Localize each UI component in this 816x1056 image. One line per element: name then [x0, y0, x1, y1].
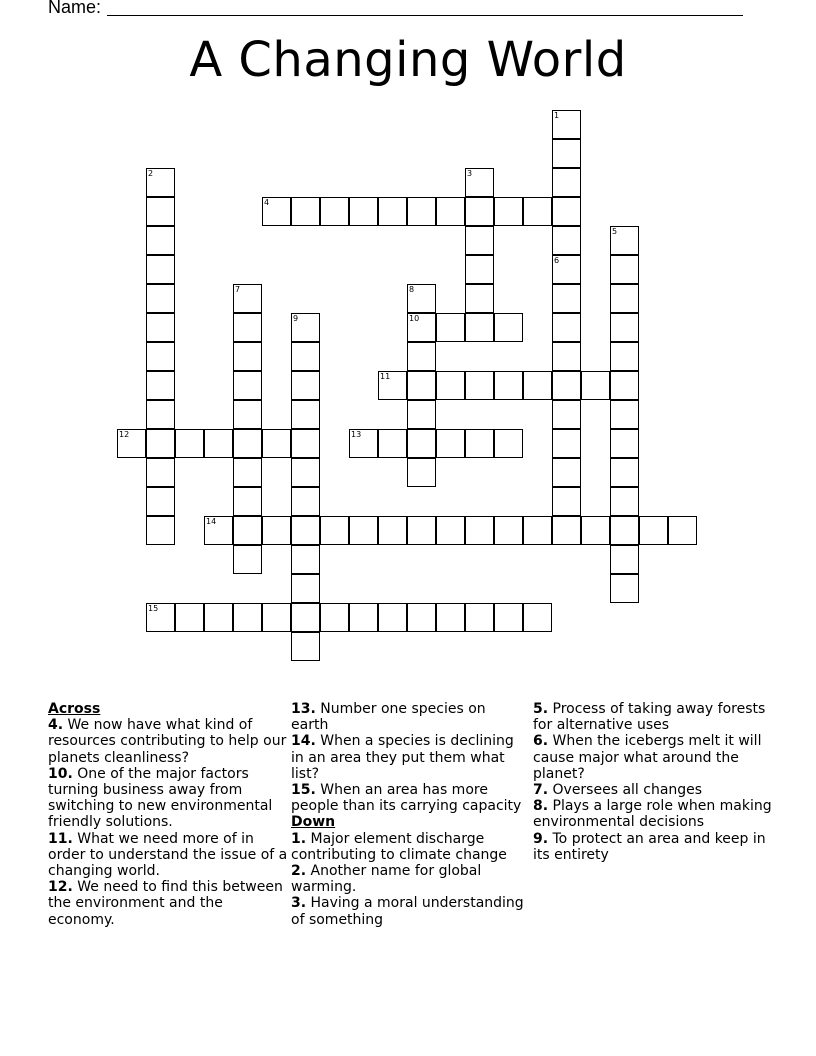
grid-cell[interactable] [552, 429, 581, 458]
grid-cell[interactable] [262, 429, 291, 458]
grid-cell[interactable] [291, 487, 320, 516]
grid-cell[interactable] [233, 545, 262, 574]
grid-cell[interactable] [639, 516, 668, 545]
grid-cell[interactable] [233, 487, 262, 516]
clue-number: 4. [48, 717, 64, 734]
grid-cell[interactable] [552, 313, 581, 342]
grid-cell[interactable] [465, 197, 494, 226]
clue-column-1 [48, 701, 288, 928]
clue-text: Having a moral understanding of something [291, 895, 524, 928]
clue-text: To protect an area and keep in its entirety [533, 830, 766, 863]
grid-cell[interactable] [378, 197, 407, 226]
grid-cell[interactable] [552, 400, 581, 429]
down-clue [533, 798, 773, 830]
grid-cell[interactable] [465, 255, 494, 284]
clue-number: 11. [48, 830, 73, 847]
clue-number: 6 [554, 256, 560, 265]
clue-number: 2 [148, 169, 154, 178]
grid-cell[interactable] [146, 255, 175, 284]
grid-cell[interactable] [552, 255, 581, 284]
grid-cell[interactable] [349, 603, 378, 632]
grid-cell[interactable] [610, 284, 639, 313]
grid-cell[interactable] [146, 400, 175, 429]
clue-text: Oversees all changes [548, 782, 703, 799]
grid-cell[interactable] [552, 197, 581, 226]
grid-cell[interactable] [349, 197, 378, 226]
grid-cell[interactable] [610, 400, 639, 429]
down-clue [291, 831, 526, 863]
grid-cell[interactable] [407, 400, 436, 429]
grid-cell[interactable] [146, 371, 175, 400]
grid-cell[interactable] [204, 603, 233, 632]
clue-number: 1 [554, 111, 560, 120]
clue-number: 13 [351, 430, 362, 439]
grid-cell[interactable] [291, 197, 320, 226]
grid-cell[interactable] [494, 313, 523, 342]
grid-cell[interactable] [233, 313, 262, 342]
grid-cell[interactable] [378, 516, 407, 545]
clue-text: When a species is declining in an area they put them what list? [291, 733, 514, 782]
grid-cell[interactable] [175, 603, 204, 632]
grid-cell[interactable] [610, 226, 639, 255]
grid-cell[interactable] [523, 516, 552, 545]
clue-text: What we need more of in order to understand the issue of a changing world. [48, 830, 288, 880]
down-clue [533, 831, 773, 863]
clue-number: 4 [264, 198, 270, 207]
grid-cell[interactable] [291, 458, 320, 487]
clue-number: 7. [533, 782, 549, 799]
clue-text: When an area has more people than its carrying capacity [291, 782, 522, 815]
clue-text: Major element discharge contributing to climate change [291, 830, 507, 863]
across-clue [48, 766, 288, 831]
grid-cell[interactable] [320, 197, 349, 226]
clue-number: 1. [291, 830, 307, 847]
grid-cell[interactable] [204, 429, 233, 458]
clue-number: 9 [293, 314, 299, 323]
clue-number: 3 [467, 169, 473, 178]
grid-cell[interactable] [552, 458, 581, 487]
grid-cell[interactable] [610, 487, 639, 516]
grid-cell[interactable] [610, 458, 639, 487]
clue-number: 3. [291, 895, 307, 912]
clue-number: 12. [48, 879, 73, 896]
grid-cell[interactable] [465, 371, 494, 400]
grid-cell[interactable] [407, 371, 436, 400]
grid-cell[interactable] [436, 429, 465, 458]
clue-number: 2. [291, 863, 307, 880]
clue-text: Another name for global warming. [291, 863, 482, 896]
grid-cell[interactable] [494, 429, 523, 458]
grid-cell[interactable] [378, 603, 407, 632]
grid-cell[interactable] [320, 603, 349, 632]
across-heading: Across [48, 701, 101, 717]
grid-cell[interactable] [552, 487, 581, 516]
grid-cell[interactable] [465, 429, 494, 458]
clue-text: Process of taking away forests for alternative uses [533, 701, 766, 734]
clue-number: 14. [291, 733, 316, 750]
grid-cell[interactable] [610, 313, 639, 342]
grid-cell[interactable] [378, 371, 407, 400]
grid-cell[interactable] [233, 371, 262, 400]
grid-cell[interactable] [407, 516, 436, 545]
grid-cell[interactable] [349, 516, 378, 545]
down-clue [291, 863, 526, 895]
grid-cell[interactable] [465, 226, 494, 255]
clue-text: One of the major factors turning business away from switching to new environmental friendly solutions. [48, 765, 273, 831]
clue-number: 14 [206, 517, 217, 526]
clue-text: We need to find this between the environment and the economy. [48, 879, 283, 928]
grid-cell[interactable] [552, 371, 581, 400]
grid-cell[interactable] [523, 371, 552, 400]
grid-cell[interactable] [436, 603, 465, 632]
clue-text: We now have what kind of resources contributing to help our planets cleanliness? [48, 717, 287, 766]
grid-cell[interactable] [494, 197, 523, 226]
grid-cell[interactable] [610, 545, 639, 574]
grid-cell[interactable] [581, 371, 610, 400]
grid-cell[interactable] [349, 429, 378, 458]
down-clue [533, 782, 773, 798]
grid-cell[interactable] [146, 603, 175, 632]
clue-number: 13. [291, 701, 316, 717]
grid-cell[interactable] [581, 516, 610, 545]
grid-cell[interactable] [233, 458, 262, 487]
grid-cell[interactable] [378, 429, 407, 458]
grid-cell[interactable] [465, 313, 494, 342]
clue-number: 8. [533, 798, 549, 815]
grid-cell[interactable] [552, 226, 581, 255]
grid-cell[interactable] [465, 516, 494, 545]
clue-column-3 [533, 701, 773, 863]
grid-cell[interactable] [291, 400, 320, 429]
clue-text: When the icebergs melt it will cause major what around the planet? [533, 733, 762, 782]
grid-cell[interactable] [407, 342, 436, 371]
clue-number: 5 [612, 227, 618, 236]
grid-cell[interactable] [552, 516, 581, 545]
grid-cell[interactable] [494, 603, 523, 632]
grid-cell[interactable] [146, 197, 175, 226]
grid-cell[interactable] [494, 516, 523, 545]
grid-cell[interactable] [610, 255, 639, 284]
grid-cell[interactable] [146, 458, 175, 487]
grid-cell[interactable] [552, 284, 581, 313]
grid-cell[interactable] [494, 371, 523, 400]
grid-cell[interactable] [175, 429, 204, 458]
grid-cell[interactable] [436, 313, 465, 342]
grid-cell[interactable] [117, 429, 146, 458]
grid-cell[interactable] [465, 284, 494, 313]
clue-number: 9. [533, 830, 549, 847]
grid-cell[interactable] [146, 487, 175, 516]
across-clue [48, 717, 288, 766]
grid-cell[interactable] [465, 168, 494, 197]
grid-cell[interactable] [233, 603, 262, 632]
grid-cell[interactable] [291, 342, 320, 371]
grid-cell[interactable] [291, 516, 320, 545]
grid-cell[interactable] [407, 284, 436, 313]
across-clue [291, 733, 526, 782]
grid-cell[interactable] [146, 226, 175, 255]
grid-cell[interactable] [523, 603, 552, 632]
grid-cell[interactable] [233, 429, 262, 458]
grid-cell[interactable] [233, 400, 262, 429]
grid-cell[interactable] [668, 516, 697, 545]
name-label: Name: [48, 0, 102, 17]
clue-number: 15 [148, 604, 159, 613]
grid-cell[interactable] [610, 516, 639, 545]
across-clue [48, 879, 288, 928]
grid-cell[interactable] [233, 516, 262, 545]
clue-text: Plays a large role when making environmental decisions [533, 798, 772, 831]
grid-cell[interactable] [146, 516, 175, 545]
grid-cell[interactable] [610, 371, 639, 400]
grid-cell[interactable] [291, 603, 320, 632]
down-clue [533, 701, 773, 733]
grid-cell[interactable] [146, 284, 175, 313]
down-clue [533, 733, 773, 782]
grid-cell[interactable] [291, 313, 320, 342]
grid-cell[interactable] [262, 516, 291, 545]
clue-column-2 [291, 701, 526, 928]
grid-cell[interactable] [523, 197, 552, 226]
down-heading: Down [291, 814, 336, 831]
across-clue [48, 831, 288, 880]
grid-cell[interactable] [233, 284, 262, 313]
clue-text: Number one species on earth [291, 701, 486, 734]
clue-number: 5. [533, 701, 549, 717]
grid-cell[interactable] [465, 603, 494, 632]
clue-number: 10. [48, 765, 73, 782]
grid-cell[interactable] [291, 545, 320, 574]
grid-cell[interactable] [436, 516, 465, 545]
grid-cell[interactable] [436, 371, 465, 400]
grid-cell[interactable] [146, 342, 175, 371]
grid-cell[interactable] [407, 313, 436, 342]
grid-cell[interactable] [610, 342, 639, 371]
grid-cell[interactable] [291, 429, 320, 458]
clue-number: 15. [291, 782, 316, 799]
grid-cell[interactable] [436, 197, 465, 226]
grid-cell[interactable] [262, 197, 291, 226]
page-title: A Changing World [189, 32, 627, 88]
grid-cell[interactable] [407, 603, 436, 632]
grid-cell[interactable] [291, 574, 320, 603]
grid-cell[interactable] [320, 516, 349, 545]
clue-number: 12 [119, 430, 130, 439]
clue-number: 11 [380, 372, 391, 381]
grid-cell[interactable] [291, 632, 320, 661]
grid-cell[interactable] [407, 429, 436, 458]
grid-cell[interactable] [146, 313, 175, 342]
grid-cell[interactable] [407, 197, 436, 226]
grid-cell[interactable] [552, 139, 581, 168]
clue-number: 6. [533, 733, 549, 750]
clue-number: 10 [409, 314, 420, 323]
grid-cell[interactable] [204, 516, 233, 545]
across-clue [291, 782, 526, 814]
grid-cell[interactable] [552, 342, 581, 371]
grid-cell[interactable] [233, 342, 262, 371]
clue-number: 7 [235, 285, 241, 294]
grid-cell[interactable] [291, 371, 320, 400]
grid-cell[interactable] [552, 168, 581, 197]
clue-number: 8 [409, 285, 415, 294]
grid-cell[interactable] [262, 603, 291, 632]
grid-cell[interactable] [610, 429, 639, 458]
grid-cell[interactable] [146, 168, 175, 197]
grid-cell[interactable] [146, 429, 175, 458]
down-clue [291, 895, 526, 927]
grid-cell[interactable] [552, 110, 581, 139]
grid-cell[interactable] [407, 458, 436, 487]
grid-cell[interactable] [610, 574, 639, 603]
across-clue [291, 701, 526, 733]
